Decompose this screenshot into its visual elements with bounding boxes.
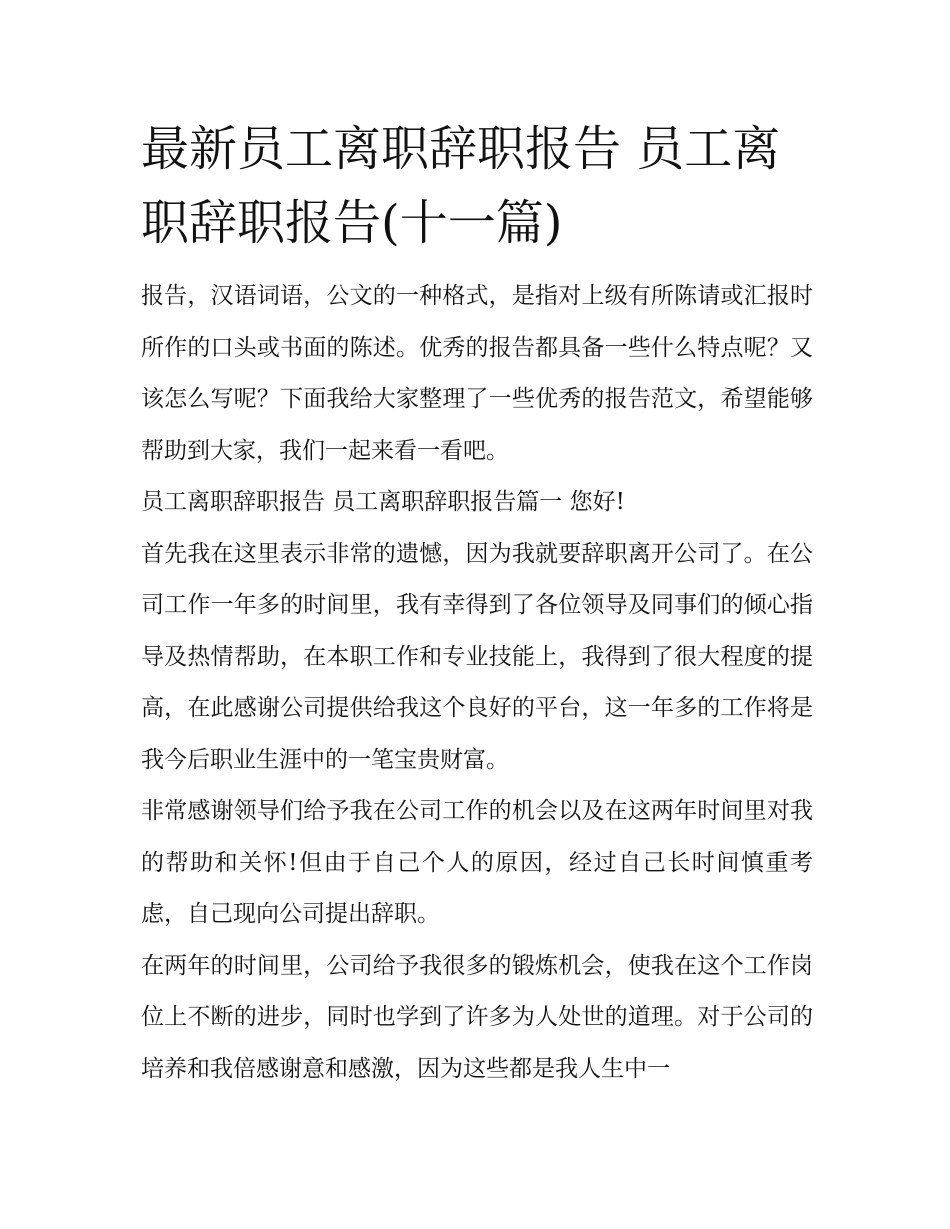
document-title: 最新员工离职辞职报告 员工离职辞职报告(十一篇) bbox=[141, 121, 781, 251]
section-heading-paragraph: 员工离职辞职报告 员工离职辞职报告篇一 您好! bbox=[141, 489, 625, 515]
body-paragraph-2: 非常感谢领导们给予我在公司工作的机会以及在这两年时间里对我的帮助和关怀!但由于自己个人的原因，经过自己长时间慎重考虑，自己现向公司提出辞职。 bbox=[141, 798, 813, 927]
intro-paragraph: 报告，汉语词语，公文的一种格式，是指对上级有所陈请或汇报时所作的口头或书面的陈述。优秀的报告都具备一些什么特点呢？又该怎么写呢？下面我给大家整理了一些优秀的报告范文，希望能够帮助到大家，我们一起来看一看吧。 bbox=[141, 283, 813, 464]
body-paragraph-3: 在两年的时间里，公司给予我很多的锻炼机会，使我在这个工作岗位上不断的进步，同时也学到了许多为人处世的道理。对于公司的培养和我倍感谢意和感激，因为这些都是我人生中一 bbox=[141, 952, 813, 1082]
body-paragraph-1: 首先我在这里表示非常的遗憾，因为我就要辞职离开公司了。在公司工作一年多的时间里，我有幸得到了各位领导及同事们的倾心指导及热情帮助，在本职工作和专业技能上，我得到了很大程度的提高，在此感谢公司提供给我这个良好的平台，这一年多的工作将是我今后职业生涯中的一笔宝贵财富。 bbox=[141, 540, 813, 773]
document-content bbox=[141, 112, 813, 1095]
